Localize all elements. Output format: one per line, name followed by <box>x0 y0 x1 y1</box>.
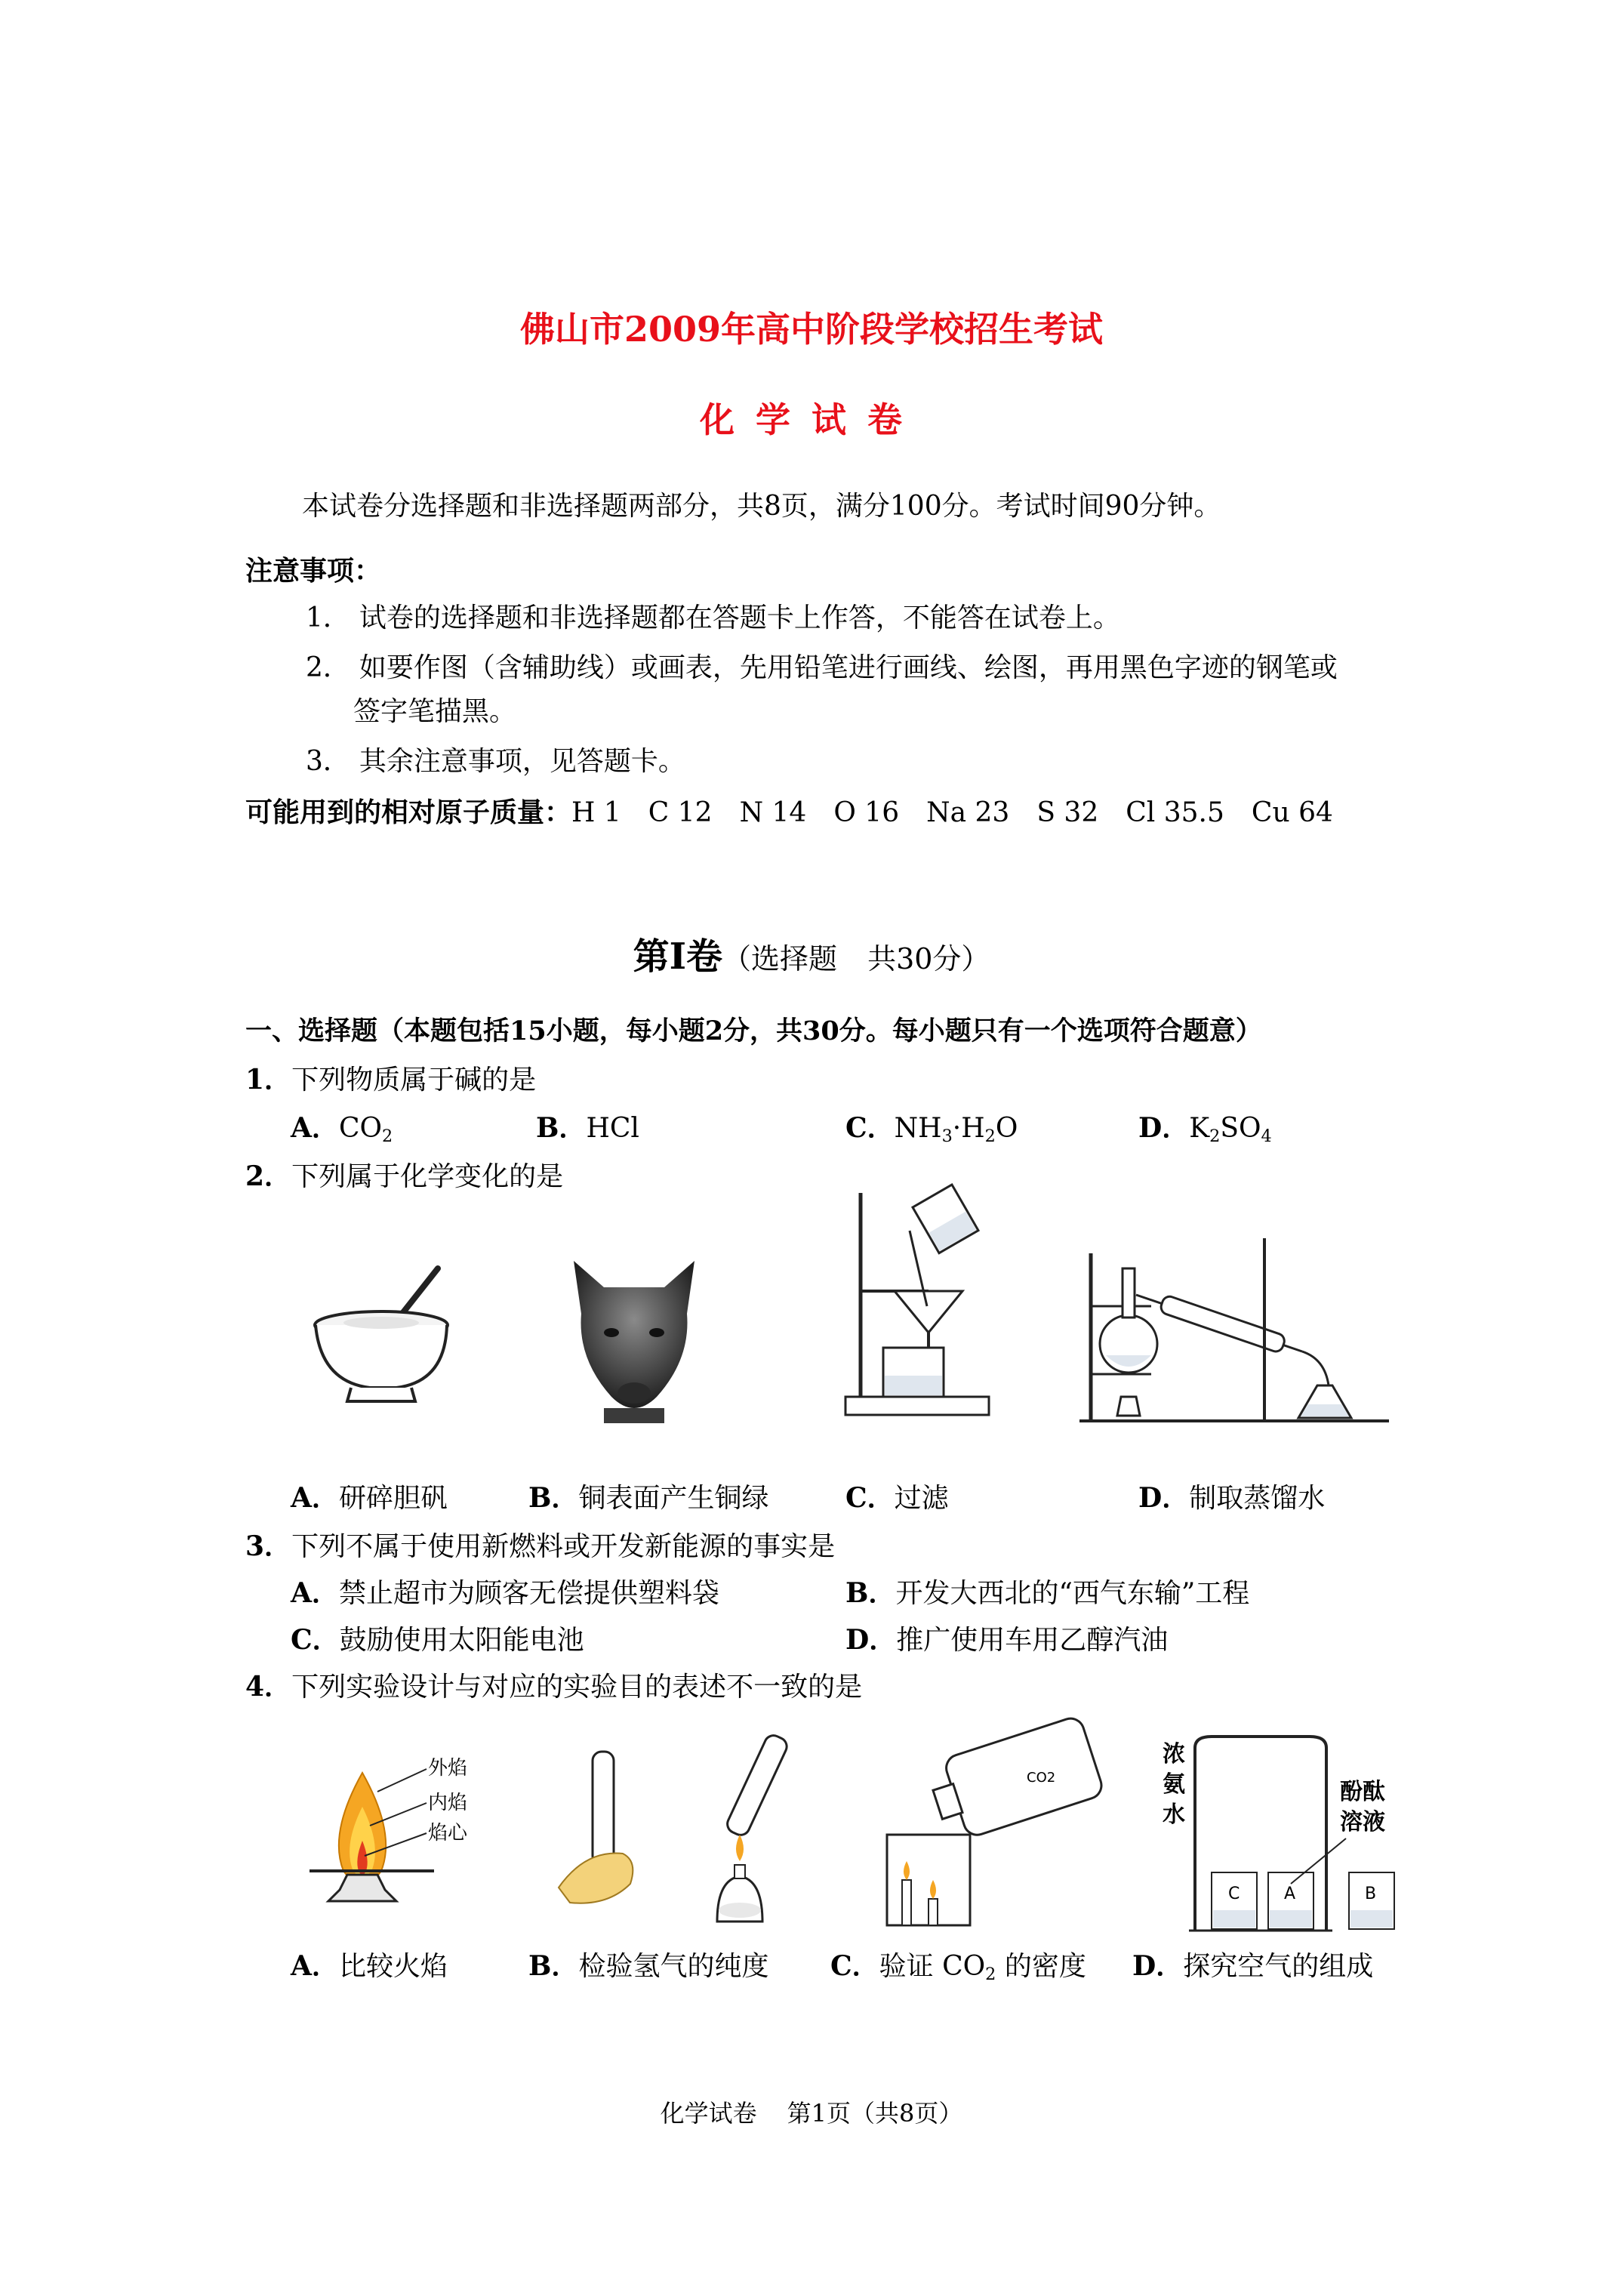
q4-option-b: B．检验氢气的纯度 <box>528 1950 769 1982</box>
flame-label-core: 焰心 <box>428 1822 468 1845</box>
co2-density-figure <box>868 1706 1110 1933</box>
part-heading: 一、选择题（本题包括15小题，每小题2分，共30分。每小题只有一个选项符合题意） <box>245 1015 1262 1046</box>
q1-option-c: C．$NH_3\cdot H_2O$ <box>845 1112 1018 1147</box>
q4-option-c: C．验证 $CO_2$ 的密度 <box>830 1950 1086 1985</box>
q1-option-b: B．HCl <box>536 1112 639 1144</box>
page-footer: 化学试卷 第1页（共8页） <box>660 2099 963 2128</box>
question-4: 4．下列实验设计与对应的实验目的表述不一致的是 <box>245 1671 863 1703</box>
ammonia-diffusion-figure <box>1159 1733 1408 1937</box>
intro-text: 本试卷分选择题和非选择题两部分，共8页，满分100分。考试时间90分钟。 <box>302 491 1221 522</box>
co2-bottle-label: CO2 <box>1027 1770 1056 1786</box>
q2-option-b: B．铜表面产生铜绿 <box>528 1482 769 1514</box>
exam-subtitle: 化学试卷 <box>700 399 923 440</box>
question-1: 1．下列物质属于碱的是 <box>245 1064 537 1096</box>
q3-option-a: A．禁止超市为顾客无偿提供塑料袋 <box>291 1577 719 1609</box>
q4-option-a: A．比较火焰 <box>291 1950 448 1982</box>
q3-option-b: B．开发大西北的“西气东输”工程 <box>845 1577 1250 1609</box>
beaker-label-c: C <box>1228 1885 1240 1903</box>
q1-option-a: A．$CO_2$ <box>291 1112 393 1147</box>
flame-label-outer: 外焰 <box>428 1757 468 1780</box>
copper-head-figure <box>559 1253 710 1427</box>
notice-item: 3． 其余注意事项，见答题卡。 <box>306 746 685 777</box>
ammonia-label: 浓 <box>1163 1741 1185 1767</box>
hydrogen-test-figure <box>555 1729 812 1933</box>
q4-option-d: D．探究空气的组成 <box>1132 1950 1374 1982</box>
notice-item: 1． 试卷的选择题和非选择题都在答题卡上作答，不能答在试卷上。 <box>306 603 1120 633</box>
q3-option-c: C．鼓励使用太阳能电池 <box>291 1624 584 1656</box>
exam-title: 佛山市2009年高中阶段学校招生考试 <box>519 309 1104 350</box>
mortar-pestle-figure <box>310 1261 460 1412</box>
ammonia-label: 水 <box>1163 1801 1185 1828</box>
q2-option-c: C．过滤 <box>845 1482 949 1514</box>
flame-label-inner: 内焰 <box>428 1792 468 1814</box>
notice-item-continued: 签字笔描黑。 <box>353 696 517 727</box>
beaker-label-b: B <box>1365 1885 1377 1903</box>
filtration-figure <box>838 1178 996 1419</box>
q2-option-a: A．研碎胆矾 <box>291 1482 448 1514</box>
phenolphthalein-label: 溶液 <box>1340 1809 1385 1835</box>
phenolphthalein-label: 酚酞 <box>1340 1779 1385 1805</box>
q3-option-d: D．推广使用车用乙醇汽油 <box>845 1624 1169 1656</box>
notice-item: 2． 如要作图（含辅助线）或画表，先用铅笔进行画线、绘图，再用黑色字迹的钢笔或 <box>306 652 1338 683</box>
flame-figure <box>306 1750 525 1931</box>
section-heading: 第I卷（选择题 共30分） <box>633 935 990 978</box>
atomic-masses: 可能用到的相对原子质量：H 1 C 12 N 14 O 16 Na 23 S 32 Cl 35.5 Cu 64 <box>245 797 1333 828</box>
notice-heading: 注意事项： <box>245 555 382 587</box>
question-3: 3．下列不属于使用新燃料或开发新能源的事实是 <box>245 1530 836 1562</box>
distillation-figure <box>1076 1223 1393 1427</box>
beaker-label-a: A <box>1284 1885 1296 1903</box>
question-2: 2．下列属于化学变化的是 <box>245 1160 564 1192</box>
q2-option-d: D．制取蒸馏水 <box>1138 1482 1326 1514</box>
ammonia-label: 氨 <box>1163 1771 1185 1798</box>
q1-option-d: D．$K_2SO_4$ <box>1138 1112 1272 1147</box>
